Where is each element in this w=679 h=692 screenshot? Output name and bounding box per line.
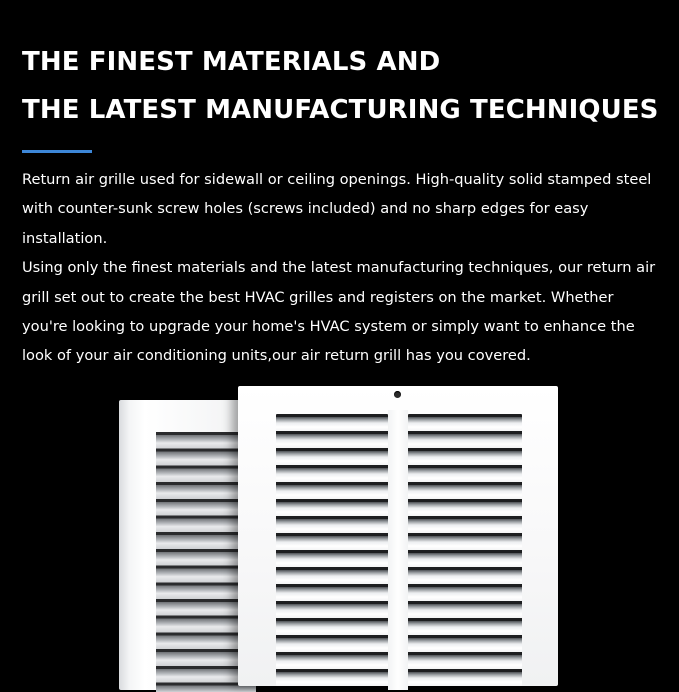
headline-line-1: THE FINEST MATERIALS AND (22, 47, 441, 77)
return-air-grille-back-icon (119, 400, 249, 690)
grille-center-rail (388, 410, 408, 690)
description-paragraph-1: Return air grille used for sidewall or ceiling openings. High-quality solid stamped steel with counter-sunk screw holes (screws included) and no sharp edges for easy installation. (22, 171, 652, 247)
product-description (22, 165, 662, 371)
grille-louvres-right (408, 414, 522, 686)
grille-louvres-left (276, 414, 388, 686)
screw-hole-icon (394, 391, 401, 398)
description-paragraph-2: Using only the finest materials and the latest manufacturing techniques, our return air grill set out to create the best HVAC grilles and registers on the market. Whether you're looking to upgrade your home's HVAC system or simply want to enhance the look of your air conditioning units,our air return grill has you covered. (22, 259, 656, 365)
accent-underline (22, 150, 92, 153)
headline-line-2: THE LATEST MANUFACTURING TECHNIQUES (22, 95, 659, 125)
return-air-grille-front-icon (238, 386, 558, 686)
